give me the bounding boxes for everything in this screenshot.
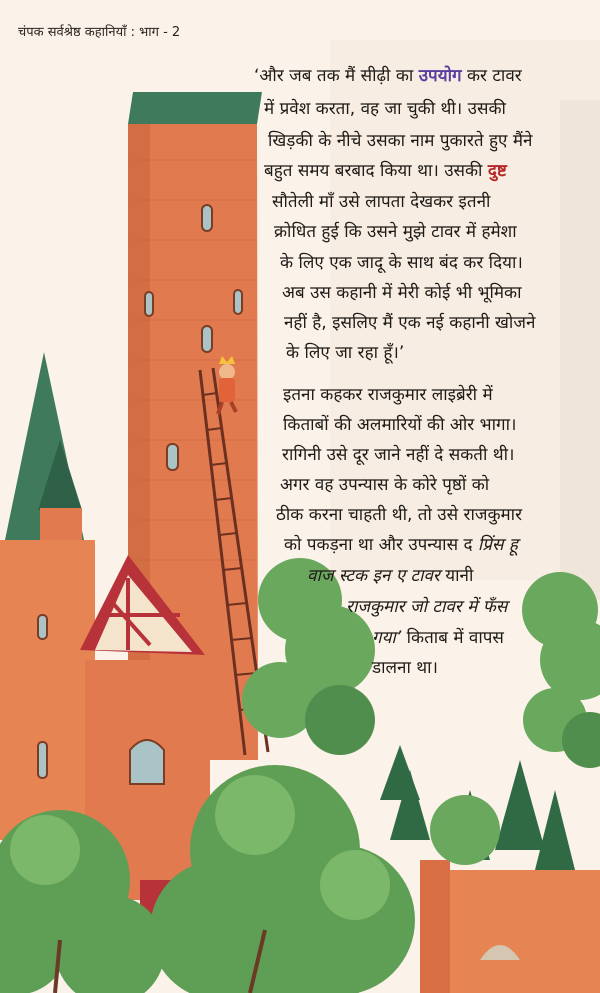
para2-line-10: डालना था। [372,658,438,678]
para1-line-2: में प्रवेश करता, वह जा चुकी थी। उसकी [264,99,506,119]
book-title-part-2: वाज स्टक इन ए टावर [307,566,440,586]
para1-line-7: के लिए एक जादू के साथ बंद कर दिया। [280,253,523,273]
para2-line-9: गया’ किताब में वापस [372,628,504,648]
para1-line-1: ‘और जब तक मैं सीढ़ी का उपयोग कर टावर [254,66,522,86]
running-header: चंपक सर्वश्रेष्ठ कहानियाँ : भाग - 2 [18,25,181,40]
keyword-upyog: उपयोग [418,66,462,86]
book-title-part-1: प्रिंस हू [477,535,518,555]
para1-line-10: के लिए जा रहा हूँ।’ [286,343,405,363]
keyword-dusht: दुष्ट [487,161,507,181]
turret-left-body [0,540,95,840]
bg-wash [330,40,600,580]
para1-line-6: क्रोधित हुई कि उसने मुझे टावर में हमेशा [274,222,517,242]
para2-line-5: ठीक करना चाहती थी, तो उसे राजकुमार [276,505,523,525]
para2-line-4: अगर वह उपन्यास के कोरे पृष्ठों को [280,475,490,495]
para1-line-8: अब उस कहानी में मेरी कोई भी भूमिका [282,283,522,303]
arched-window [130,740,164,784]
para2-line-1: इतना कहकर राजकुमार लाइब्रेरी में [283,385,493,405]
para1-line-4: बहुत समय बरबाद किया था। उसकी दुष्ट [264,161,507,181]
tower-roof [128,92,262,124]
distant-tower [420,860,450,993]
book-title-part-3: राजकुमार जो टावर में फँस [346,597,508,617]
para2-line-3: रागिनी उसे दूर जाने नहीं दे सकती थी। [282,445,515,465]
para1-line-5: सौतेली माँ उसे लापता देखकर इतनी [272,192,491,212]
para2-line-7: वाज स्टक इन ए टावर यानी [307,566,474,586]
book-title-part-4: गया’ [372,628,402,648]
para2-line-2: किताबों की अलमारियों की ओर भागा। [283,415,517,435]
para1-line-3: खिड़की के नीचे उसका नाम पुकारते हुए मैंने [268,131,533,151]
para1-line-9: नहीं है, इसलिए मैं एक नई कहानी खोजने [284,313,536,333]
para2-line-6: को पकड़ना था और उपन्यास द प्रिंस हू [284,535,518,555]
para2-line-8 [346,596,507,618]
page-edge-shadow [560,100,600,600]
